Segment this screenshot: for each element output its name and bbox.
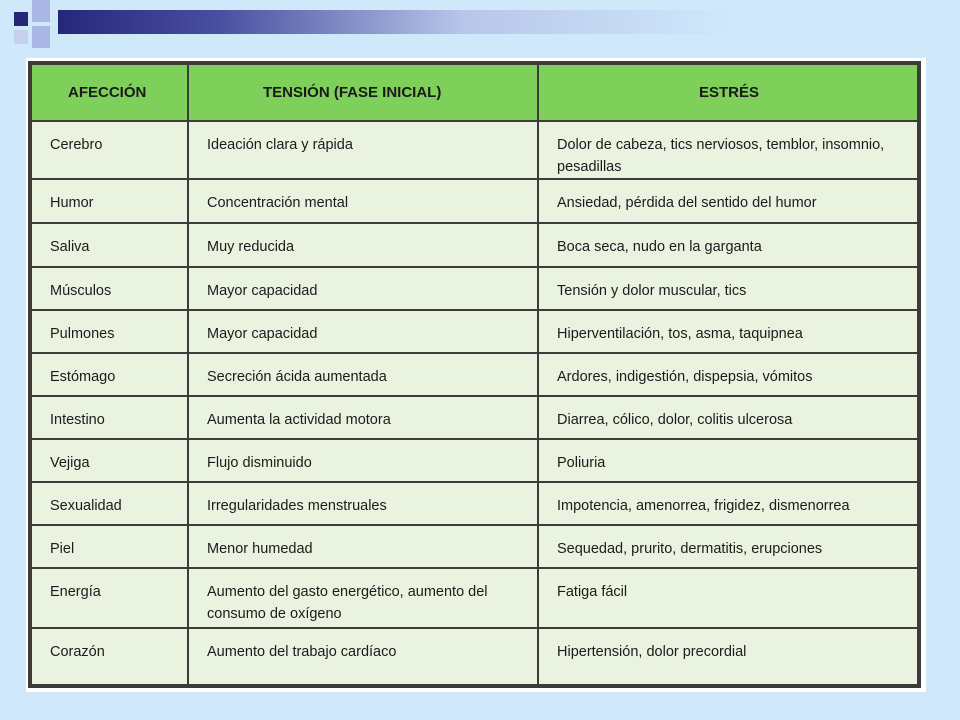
- cell-tension: Mayor capacidad: [188, 267, 538, 310]
- table-row: [31, 396, 918, 439]
- header-afeccion: AFECCIÓN: [31, 64, 188, 121]
- title-bar-gradient: [58, 10, 960, 34]
- cell-afeccion: Estómago: [31, 353, 188, 396]
- header-tension: TENSIÓN (FASE INICIAL): [188, 64, 538, 121]
- cell-estres: Ansiedad, pérdida del sentido del humor: [538, 179, 918, 223]
- cell-estres: Poliuria: [538, 439, 918, 482]
- cell-estres: Hiperventilación, tos, asma, taquipnea: [538, 310, 918, 353]
- deco-square-light: [32, 26, 50, 48]
- cell-afeccion: Sexualidad: [31, 482, 188, 525]
- cell-estres: Fatiga fácil: [538, 568, 918, 628]
- cell-tension: Aumento del gasto energético, aumento del consumo de oxígeno: [188, 568, 538, 628]
- deco-square-navy: [14, 12, 28, 26]
- cell-estres: Impotencia, amenorrea, frigidez, dismenorrea: [538, 482, 918, 525]
- cell-estres: Boca seca, nudo en la garganta: [538, 223, 918, 267]
- cell-afeccion: Energía: [31, 568, 188, 628]
- cell-tension: Mayor capacidad: [188, 310, 538, 353]
- stress-table-grid: [30, 63, 919, 686]
- cell-tension: Muy reducida: [188, 223, 538, 267]
- cell-tension: Aumento del trabajo cardíaco: [188, 628, 538, 685]
- cell-estres: Diarrea, cólico, dolor, colitis ulcerosa: [538, 396, 918, 439]
- cell-tension: Secreción ácida aumentada: [188, 353, 538, 396]
- table-row: [31, 121, 918, 179]
- cell-tension: Ideación clara y rápida: [188, 121, 538, 179]
- table-row: [31, 628, 918, 685]
- table-header-row: [31, 64, 918, 121]
- cell-tension: Aumenta la actividad motora: [188, 396, 538, 439]
- cell-tension: Concentración mental: [188, 179, 538, 223]
- table-row: [31, 223, 918, 267]
- stress-table: [28, 61, 921, 688]
- cell-afeccion: Pulmones: [31, 310, 188, 353]
- table-row: [31, 568, 918, 628]
- table-row: [31, 525, 918, 568]
- cell-tension: Irregularidades menstruales: [188, 482, 538, 525]
- cell-tension: Flujo disminuido: [188, 439, 538, 482]
- cell-afeccion: Humor: [31, 179, 188, 223]
- cell-afeccion: Intestino: [31, 396, 188, 439]
- table-row: [31, 267, 918, 310]
- cell-estres: Tensión y dolor muscular, tics: [538, 267, 918, 310]
- cell-estres: Dolor de cabeza, tics nerviosos, temblor, insomnio, pesadillas: [538, 121, 918, 179]
- deco-square-light: [14, 30, 28, 44]
- cell-estres: Sequedad, prurito, dermatitis, erupciones: [538, 525, 918, 568]
- table-row: [31, 179, 918, 223]
- cell-tension: Menor humedad: [188, 525, 538, 568]
- header-estres: ESTRÉS: [538, 64, 918, 121]
- table-row: [31, 310, 918, 353]
- cell-afeccion: Músculos: [31, 267, 188, 310]
- table-row: [31, 439, 918, 482]
- cell-afeccion: Saliva: [31, 223, 188, 267]
- cell-estres: Ardores, indigestión, dispepsia, vómitos: [538, 353, 918, 396]
- cell-afeccion: Piel: [31, 525, 188, 568]
- deco-square-light: [32, 0, 50, 22]
- cell-afeccion: Corazón: [31, 628, 188, 685]
- cell-afeccion: Cerebro: [31, 121, 188, 179]
- table-row: [31, 482, 918, 525]
- table-row: [31, 353, 918, 396]
- cell-afeccion: Vejiga: [31, 439, 188, 482]
- cell-estres: Hipertensión, dolor precordial: [538, 628, 918, 685]
